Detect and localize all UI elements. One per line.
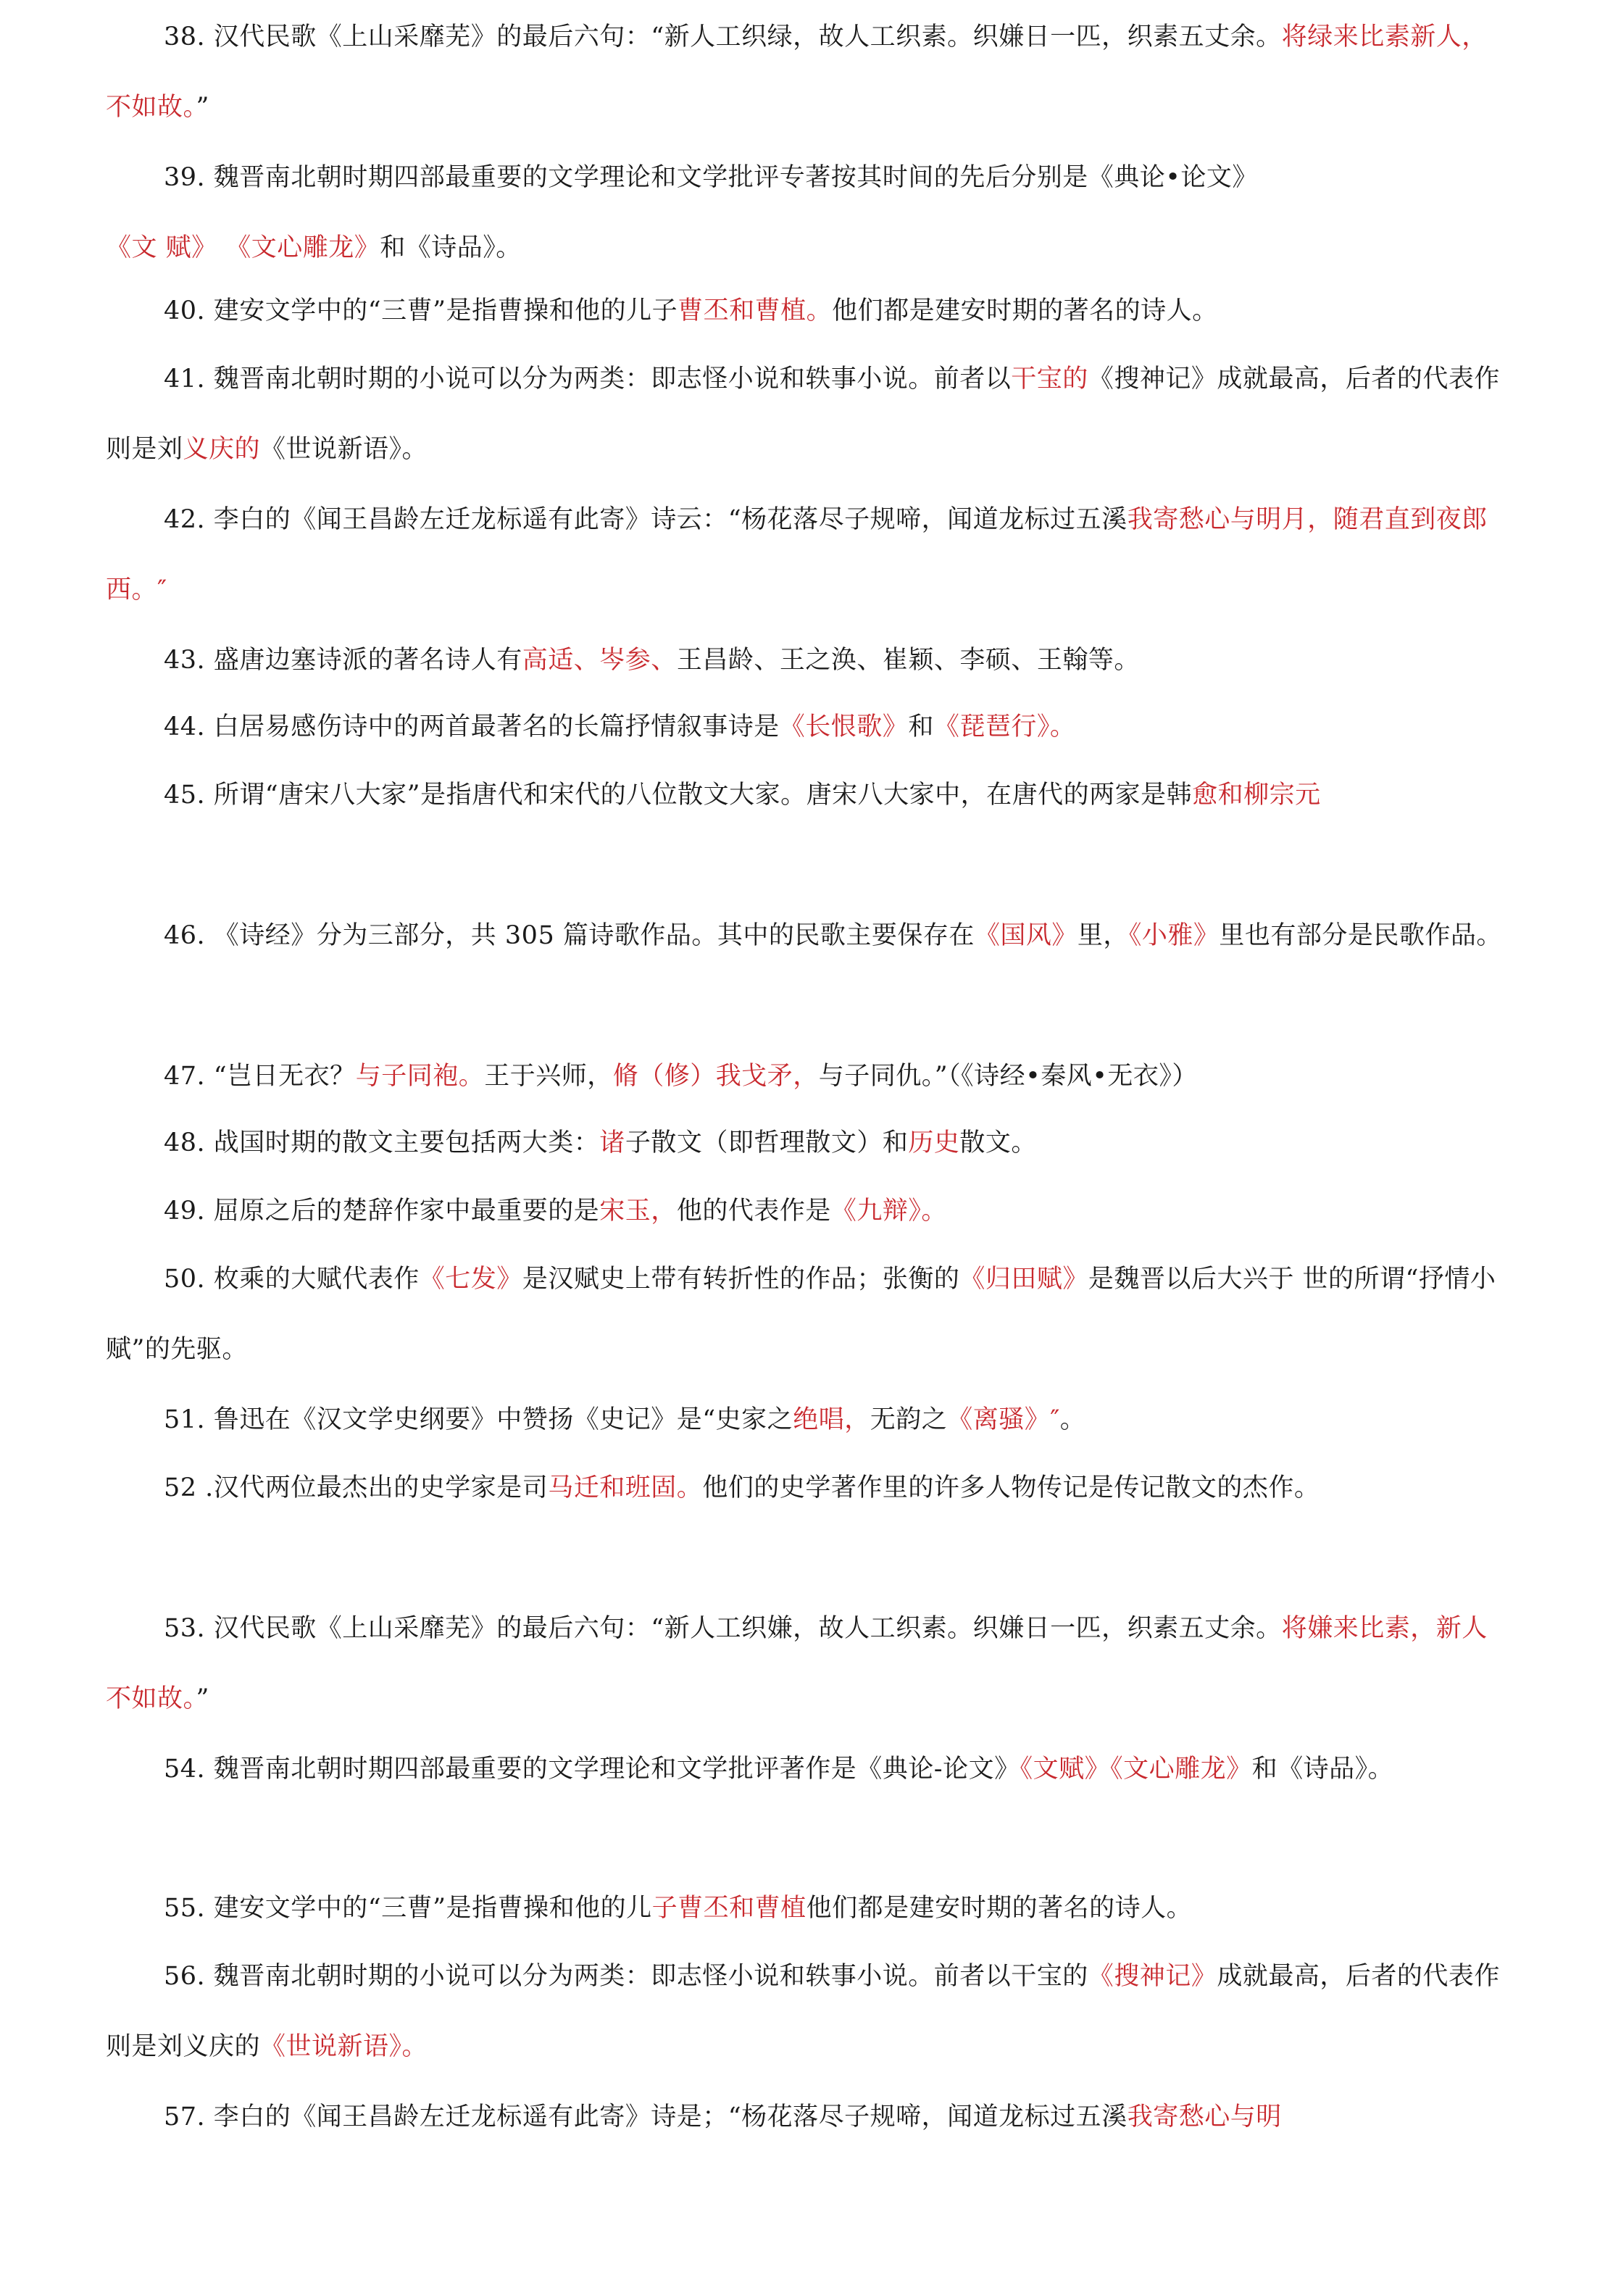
- question-text: 和《诗品》。: [380, 233, 522, 262]
- paragraph-40: [106, 276, 1512, 346]
- question-text: 成就最高，后者的代表作则是刘义庆的: [106, 1962, 1500, 2061]
- paragraph-49: [106, 1176, 1512, 1247]
- question-text: 56. 魏晋南北朝时期的小说可以分为两类：即志怪小说和轶事小说。前者以干宝的: [164, 1962, 1088, 1991]
- answer-text: 《文 赋》 《文心雕龙》: [106, 233, 380, 262]
- question-text: 散文。: [959, 1128, 1037, 1157]
- answer-text: 诸: [599, 1128, 625, 1157]
- answer-text: 《国风》: [974, 921, 1078, 950]
- answer-text: 将嫌来比素，新人不如故。: [106, 1614, 1488, 1713]
- paragraph-42: [106, 485, 1512, 625]
- paragraph-55: [106, 1873, 1512, 1944]
- question-text: 57. 李白的《闻王昌龄左迁龙标遥有此寄》诗是；“杨花落尽子规啼，闻道龙标过五溪: [164, 2102, 1128, 2131]
- question-text: 46. 《诗经》分为三部分，共 305 篇诗歌作品。其中的民歌主要保存在: [164, 921, 975, 950]
- question-text: 里，: [1077, 921, 1129, 950]
- paragraph-43: [106, 625, 1512, 696]
- paragraph-51: [106, 1385, 1512, 1455]
- question-text: 王于兴师，: [484, 1062, 613, 1091]
- question-text: 50. 枚乘的大赋代表作: [164, 1265, 420, 1294]
- question-text: 他们都是建安时期的著名的诗人。: [832, 296, 1218, 325]
- answer-text: 《搜神记》: [1088, 1962, 1217, 1991]
- answer-text: 将绿来比素新人，不如故。: [106, 22, 1488, 122]
- answer-text: 《世说新语》。: [260, 2032, 428, 2061]
- question-text: 是魏晋以后大兴于 世的所谓“抒情小赋”的先驱。: [106, 1265, 1496, 1364]
- question-text: 他们都是建安时期的著名的诗人。: [806, 1894, 1193, 1923]
- question-text: 40. 建安文学中的“三曹”是指曹操和他的儿子: [164, 296, 678, 325]
- answer-text: 《琵琶行》。: [933, 712, 1076, 741]
- answer-text: 子曹丕和曹植: [651, 1894, 806, 1923]
- question-text: 与子同仇。”（《诗经•秦风•无衣》）: [818, 1062, 1198, 1091]
- answer-text: 历史: [908, 1128, 960, 1157]
- paragraph-39: [106, 143, 1512, 283]
- question-text: 39. 魏晋南北朝时期四部最重要的文学理论和文学批评专著按其时间的先后分别是《典论•论文》: [164, 163, 1258, 192]
- paragraph-50: [106, 1244, 1512, 1385]
- answer-text: 我寄愁心与明月，随君直到夜郎西。″: [106, 505, 1488, 604]
- answer-text: 高适、岑参、: [522, 646, 677, 675]
- paragraph-47: [106, 1041, 1512, 1112]
- answer-text: 《小雅》: [1128, 921, 1220, 950]
- answer-text: 义庆的: [183, 435, 261, 464]
- question-text: 41. 魏晋南北朝时期的小说可以分为两类：即志怪小说和轶事小说。前者以: [164, 365, 1012, 394]
- question-text: 他的代表作是: [676, 1197, 831, 1226]
- paragraph-44: [106, 692, 1512, 762]
- question-text: 49. 屈原之后的楚辞作家中最重要的是: [164, 1197, 600, 1226]
- question-text: 他们的史学著作里的许多人物传记是传记散文的杰作。: [702, 1473, 1320, 1502]
- question-text: 53. 汉代民歌《上山采靡芜》的最后六句：“新人工织嫌，故人工织素。织嫌日一匹，织素五丈余。: [164, 1614, 1282, 1643]
- answer-text: 宋玉，: [599, 1197, 677, 1226]
- paragraph-56: [106, 1942, 1512, 2082]
- question-text: 52 .汉代两位最杰出的史学家是司: [164, 1473, 549, 1502]
- paragraph-54: [106, 1734, 1512, 1805]
- answer-text: 与子同袍。: [355, 1062, 485, 1091]
- question-text: 55. 建安文学中的“三曹”是指曹操和他的儿: [164, 1894, 652, 1923]
- question-text: 47. “岂日无衣？: [164, 1062, 356, 1091]
- paragraph-38: [106, 2, 1512, 143]
- answer-text: 《七发》: [419, 1265, 522, 1294]
- question-text: 42. 李白的《闻王昌龄左迁龙标遥有此寄》诗云：“杨花落尽子规啼，闻道龙标过五溪: [164, 505, 1128, 534]
- paragraph-53: [106, 1594, 1512, 1734]
- question-text: 43. 盛唐边塞诗派的著名诗人有: [164, 646, 522, 675]
- question-text: 51. 鲁迅在《汉文学史纲要》中赞扬《史记》是“史家之: [164, 1405, 793, 1434]
- answer-text: 《九辩》。: [830, 1197, 947, 1226]
- answer-text: 《长恨歌》: [779, 712, 909, 741]
- question-text: 38. 汉代民歌《上山采靡芜》的最后六句：“新人工织绿，故人工织素。织嫌日一匹，织素五丈余。: [164, 22, 1282, 51]
- question-text: 48. 战国时期的散文主要包括两大类：: [164, 1128, 600, 1157]
- answer-text: 曹丕和曹植。: [678, 296, 833, 325]
- answer-text: 愈和柳宗元: [1192, 781, 1321, 810]
- question-text: 子散文（即哲理散文）和: [625, 1128, 909, 1157]
- question-text: 44. 白居易感伤诗中的两首最著名的长篇抒情叙事诗是: [164, 712, 780, 741]
- paragraph-45: [106, 760, 1512, 831]
- question-text: 《搜神记》成就最高，后者的代表作则是刘: [106, 365, 1500, 464]
- answer-text: 脩（修）我戈矛，: [612, 1062, 819, 1091]
- question-text: 无韵之: [870, 1405, 948, 1434]
- question-text: 和: [908, 712, 934, 741]
- question-text: 45. 所谓“唐宋八大家”是指唐代和宋代的八位散文大家。唐宋八大家中，在唐代的两家是韩: [164, 781, 1193, 810]
- question-text: 。: [1059, 1405, 1086, 1434]
- paragraph-41: [106, 344, 1512, 485]
- paragraph-57: [106, 2082, 1512, 2152]
- answer-text: 《归田赋》: [959, 1265, 1088, 1294]
- answer-text: 《文赋》《文心雕龙》: [1020, 1755, 1252, 1784]
- paragraph-52: [106, 1453, 1512, 1523]
- answer-text: 绝唱，: [793, 1405, 870, 1434]
- paragraph-46: [106, 901, 1512, 971]
- answer-text: 我寄愁心与明: [1127, 2102, 1282, 2131]
- answer-text: 《离骚》″: [947, 1405, 1060, 1434]
- question-text: 里也有部分是民歌作品。: [1219, 921, 1502, 950]
- question-text: 54. 魏晋南北朝时期四部最重要的文学理论和文学批评著作是《典论-论文》: [164, 1755, 1020, 1784]
- question-text: ”: [196, 93, 209, 122]
- paragraph-48: [106, 1108, 1512, 1178]
- question-text: 和《诗品》。: [1251, 1755, 1394, 1784]
- question-text: ”: [196, 1684, 209, 1713]
- answer-text: 马迁和班固。: [548, 1473, 703, 1502]
- question-text: 王昌龄、王之涣、崔颖、李硕、王翰等。: [676, 646, 1140, 675]
- answer-text: 干宝的: [1011, 365, 1088, 394]
- question-text: 《世说新语》。: [260, 435, 428, 464]
- question-text: 是汉赋史上带有转折性的作品；张衡的: [522, 1265, 960, 1294]
